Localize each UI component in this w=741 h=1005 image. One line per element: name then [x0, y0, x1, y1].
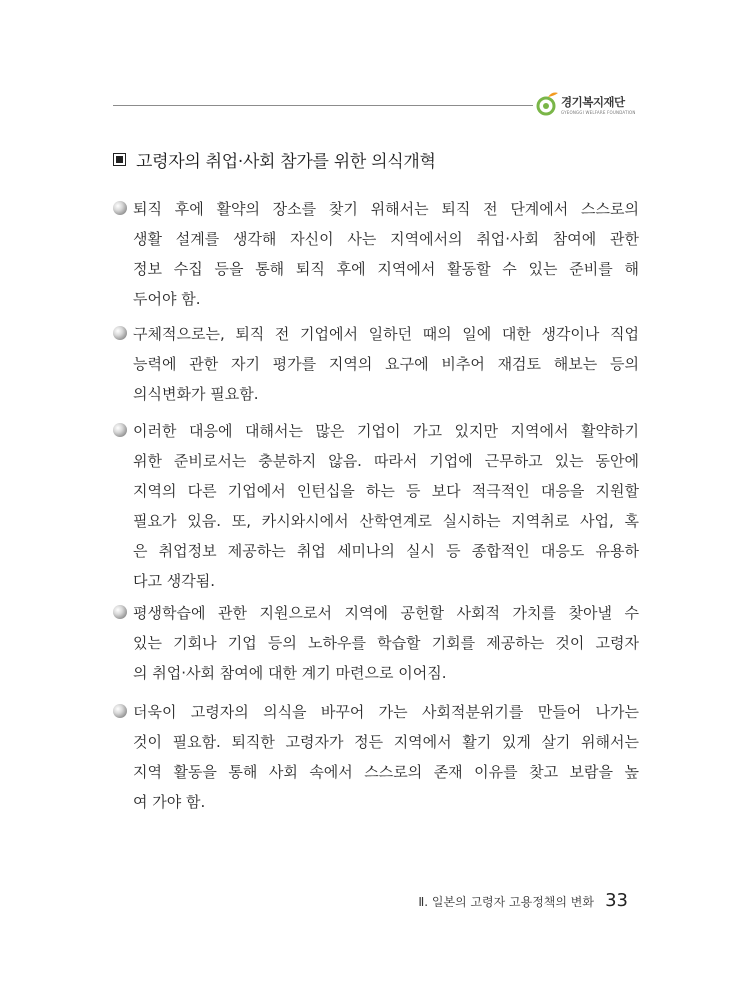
paragraph-line: 두어야 함.: [133, 290, 201, 308]
bullet-icon: [113, 201, 127, 215]
paragraph-line: 퇴직 후에 활약의 장소를 찾기 위해서는 퇴직 전 단계에서 스스로의: [133, 200, 639, 218]
paragraph-line: 구체적으로는, 퇴직 전 기업에서 일하던 때의 일에 대한 생각이나 직업: [133, 325, 639, 343]
paragraph-line: 평생학습에 관한 지원으로서 지역에 공헌할 사회적 가치를 찾아낼 수: [133, 604, 639, 622]
foundation-logo-icon: [534, 90, 560, 118]
filled-square-icon: [113, 153, 126, 166]
chapter-title: Ⅱ. 일본의 고령자 고용정책의 변화: [418, 895, 594, 909]
paragraph-line: 필요가 있음. 또, 카시와시에서 산학연계로 실시하는 지역취로 사업, 혹: [133, 512, 639, 530]
paragraph-line: 생활 설계를 생각해 자신이 사는 지역에서의 취업·사회 참여에 관한: [133, 230, 639, 248]
paragraph-line: 위한 준비로서는 충분하지 않음. 따라서 기업에 근무하고 있는 동안에: [133, 452, 639, 470]
bullet-icon: [113, 605, 127, 619]
paragraph-line: 다고 생각됨.: [133, 572, 215, 590]
section-title: 고령자의 취업·사회 참가를 위한 의식개혁: [136, 151, 436, 172]
paragraph-line: 것이 필요함. 퇴직한 고령자가 정든 지역에서 활기 있게 살기 위해서는: [133, 733, 639, 751]
paragraph-line: 여 가야 함.: [133, 793, 206, 811]
bullet-icon: [113, 704, 127, 718]
page-footer: [0, 890, 628, 911]
bullet-icon: [113, 423, 127, 437]
logo-subtext: GYEONGGI WELFARE FOUNDATION: [561, 110, 636, 115]
foundation-logo: [534, 90, 644, 118]
paragraph-line: 은 취업정보 제공하는 취업 세미나의 실시 등 종합적인 대응도 유용하: [133, 542, 639, 560]
header-rule: [113, 105, 533, 106]
paragraph-line: 있는 기회나 기업 등의 노하우를 학습할 기회를 제공하는 것이 고령자: [133, 634, 639, 652]
paragraph-line: 정보 수집 등을 통해 퇴직 후에 지역에서 활동할 수 있는 준비를 해: [133, 260, 639, 278]
paragraph-line: 능력에 관한 자기 평가를 지역의 요구에 비추어 재검토 해보는 등의: [133, 355, 639, 373]
logo-text: 경기복지재단: [561, 95, 625, 109]
paragraph-line: 의식변화가 필요함.: [133, 385, 259, 403]
paragraph-line: 지역의 다른 기업에서 인턴십을 하는 등 보다 적극적인 대응을 지원할: [133, 482, 639, 500]
paragraph-line: 의 취업·사회 참여에 대한 계기 마련으로 이어짐.: [133, 664, 447, 682]
paragraph-line: 지역 활동을 통해 사회 속에서 스스로의 존재 이유를 찾고 보람을 높: [133, 763, 639, 781]
paragraph-line: 더욱이 고령자의 의식을 바꾸어 가는 사회적분위기를 만들어 나가는: [133, 703, 639, 721]
paragraph-line: 이러한 대응에 대해서는 많은 기업이 가고 있지만 지역에서 활약하기: [133, 422, 639, 440]
section-heading: [113, 146, 436, 172]
bullet-icon: [113, 326, 127, 340]
page-number: 33: [605, 890, 628, 911]
